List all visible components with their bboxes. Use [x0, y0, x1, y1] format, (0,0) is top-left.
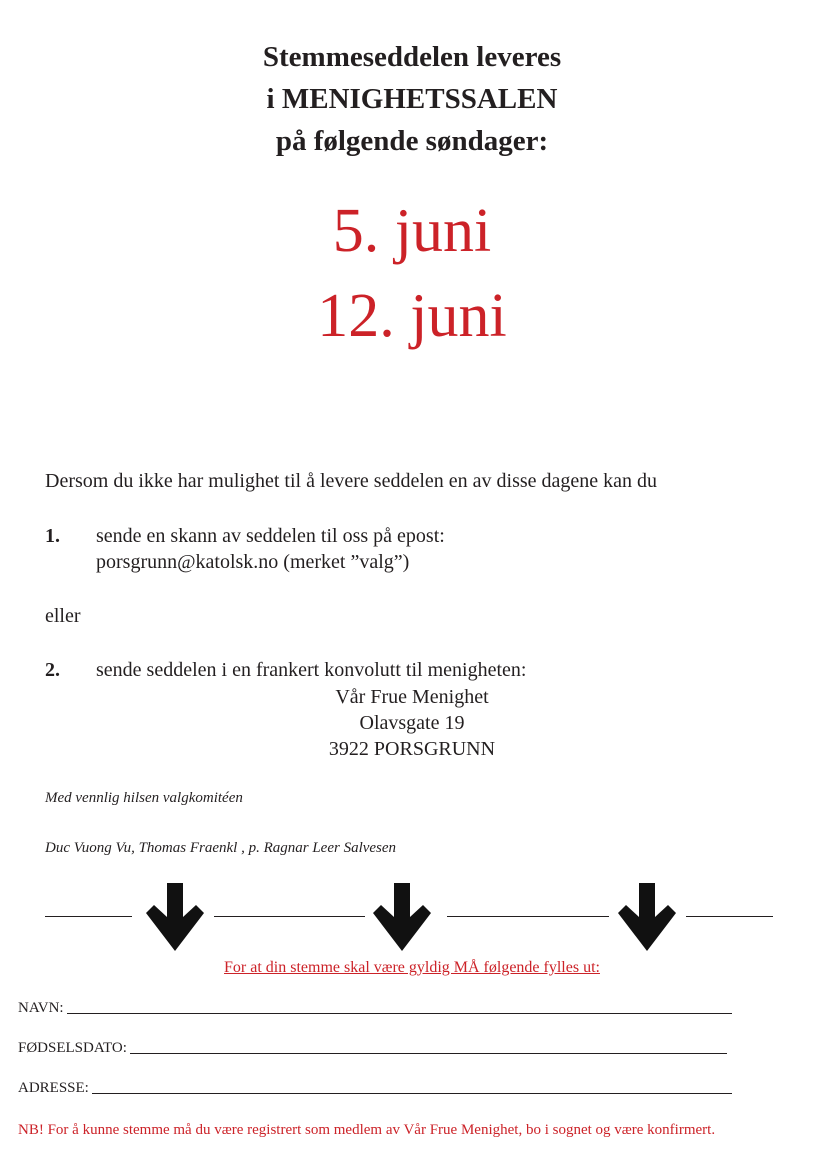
cut-line-segment	[214, 916, 365, 917]
arrow-down-icon	[146, 883, 204, 951]
heading-line-2: i MENIGHETSSALEN	[266, 83, 558, 115]
date-first: 5. juni	[332, 197, 492, 265]
cut-line-segment	[686, 916, 773, 917]
birthdate-label: FØDSELSDATO:	[18, 1040, 127, 1056]
address-label: ADRESSE:	[18, 1080, 89, 1096]
heading-line-3: på følgende søndager:	[275, 125, 549, 157]
membership-note: NB! For å kunne stemme må du være registrert som medlem av Vår Frue Menighet, bo i sognet og være konfirmert.	[18, 1122, 716, 1138]
intro-text: Dersom du ikke har mulighet til å levere seddelen en av disse dagene kan du	[45, 470, 658, 492]
page-heading	[0, 36, 824, 162]
arrow-down-icon	[618, 883, 676, 951]
name-field[interactable]	[18, 1000, 732, 1017]
option-2-line-1: sende seddelen i en frankert konvolutt til menigheten:	[96, 659, 527, 681]
arrow-down-icon	[373, 883, 431, 951]
cut-line-segment	[447, 916, 609, 917]
name-input-line[interactable]	[67, 1013, 732, 1014]
date-second: 12. juni	[317, 282, 507, 350]
cut-line-segment	[45, 916, 132, 917]
signatures: Duc Vuong Vu, Thomas Fraenkl , p. Ragnar Leer Salvesen	[45, 840, 397, 856]
option-1-number: 1.	[45, 525, 60, 547]
address-line-2: Olavsgate 19	[359, 712, 465, 734]
option-1-email: porsgrunn@katolsk.no (merket ”valg”)	[96, 551, 410, 573]
birthdate-field[interactable]	[18, 1040, 727, 1057]
validity-notice: For at din stemme skal være gyldig MÅ følgende fylles ut:	[224, 959, 600, 976]
heading-line-1: Stemmeseddelen leveres	[262, 41, 562, 73]
option-2-number: 2.	[45, 659, 60, 681]
address-input-line[interactable]	[92, 1093, 732, 1094]
address-line-1: Vår Frue Menighet	[335, 686, 489, 708]
name-label: NAVN:	[18, 1000, 64, 1016]
address-line-3: 3922 PORSGRUNN	[328, 738, 496, 760]
or-text: eller	[45, 605, 81, 627]
address-field[interactable]	[18, 1080, 732, 1097]
greeting: Med vennlig hilsen valgkomitéen	[45, 790, 243, 806]
option-1-line-1: sende en skann av seddelen til oss på epost:	[96, 525, 445, 547]
birthdate-input-line[interactable]	[130, 1053, 727, 1054]
